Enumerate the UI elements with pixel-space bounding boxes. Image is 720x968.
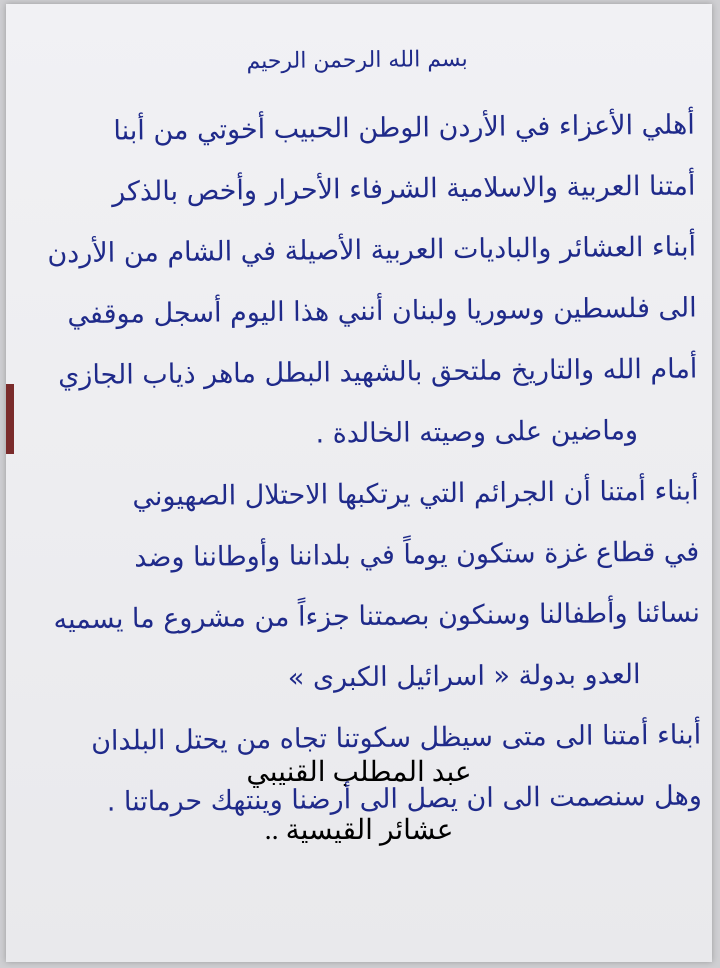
letter-line: نسائنا وأطفالنا وسنكون بصمتنا جزءاً من مشروع ما يسميه	[53, 597, 701, 636]
letter-line: وماضين على وصيته الخالدة .	[315, 415, 639, 450]
basmala: بسم الله الرحمن الرحيم	[246, 46, 468, 75]
letter-line: أمام الله والتاريخ ملتحق بالشهيد البطل ماهر ذياب الجازي	[58, 353, 698, 392]
handwritten-letter	[20, 34, 702, 833]
letter-line: أهلي الأعزاء في الأردن الوطن الحبيب أخوتي من أبنا	[113, 109, 695, 147]
paper-sheet	[6, 4, 712, 962]
paragraph-1	[20, 94, 698, 467]
signature-tribe: عشائر القيسية ..	[264, 815, 454, 846]
background-edge	[6, 384, 14, 454]
letter-line: وهل سنصمت الى ان يصل الى أرضنا وينتهك حرماتنا .	[106, 780, 702, 818]
paragraph-2	[24, 460, 701, 711]
letter-line: أبناء العشائر والباديات العربية الأصيلة في الشام من الأردن	[47, 231, 697, 270]
letter-line: العدو بدولة « اسرائيل الكبرى »	[287, 659, 641, 694]
letter-line: أبناء أمتنا أن الجرائم التي يرتكبها الاحتلال الصهيوني	[132, 475, 699, 513]
letter-line: الى فلسطين وسوريا ولبنان أنني هذا اليوم أسجل موقفي	[67, 292, 697, 331]
letter-line: في قطاع غزة ستكون يوماً في بلداننا وأوطاننا وضد	[134, 536, 700, 574]
signature-name: عبد المطلب القنيبي	[246, 757, 472, 788]
letter-line: أبناء أمتنا الى متى سيظل سكوتنا تجاه من يحتل البلدان	[90, 719, 702, 757]
letter-line: أمتنا العربية والاسلامية الشرفاء الأحرار وأخص بالذكر	[111, 170, 696, 208]
signature-block	[6, 744, 712, 860]
